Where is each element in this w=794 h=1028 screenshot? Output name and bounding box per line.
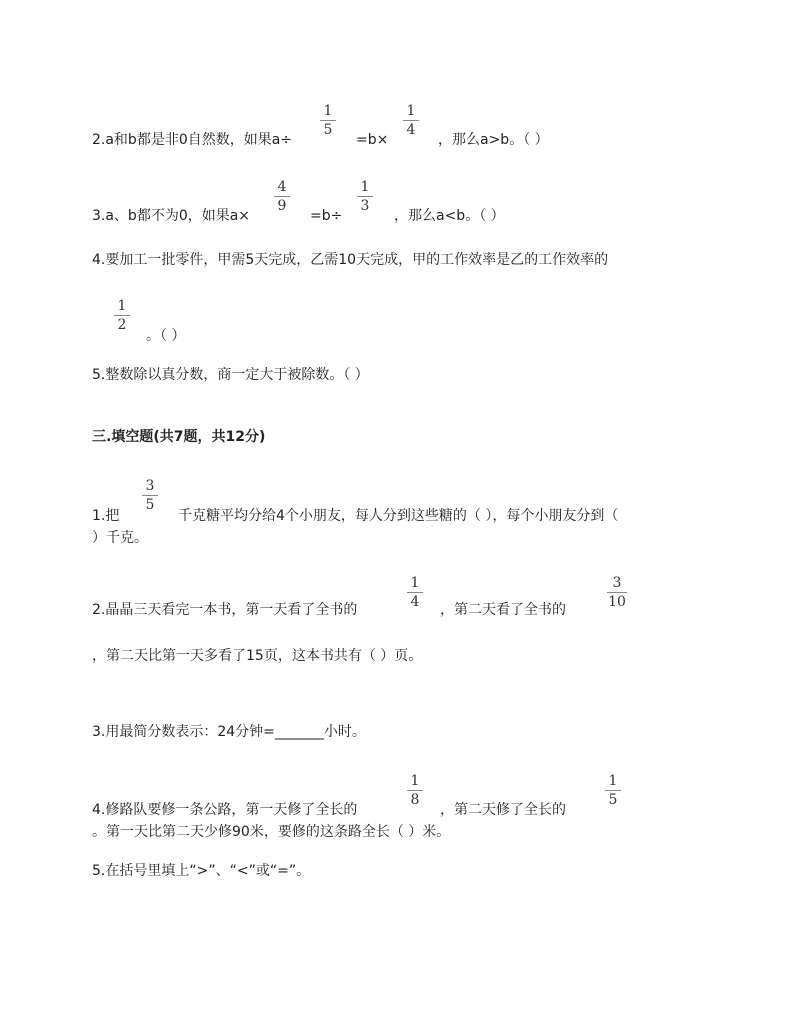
f1-fraction-denominator: 5: [145, 497, 155, 513]
f2-text-line2: ，第二天比第一天多看了15页，这本书共有（ ）页。: [92, 648, 423, 664]
fraction-bar: [320, 120, 336, 121]
q3-fraction-2-denominator: 3: [360, 198, 370, 214]
section-heading: 三.填空题(共7题，共12分): [92, 429, 266, 445]
q2-fraction-1-denominator: 5: [323, 122, 333, 138]
q3-fraction-1-numerator: 4: [277, 179, 287, 195]
q3-fraction-1-denominator: 9: [277, 198, 287, 214]
q2-text-part3: ，那么a>b。（ ）: [438, 132, 549, 148]
q3-fraction-1: [271, 179, 293, 214]
f2-text-part2: ，第二天看了全书的: [440, 602, 566, 618]
fraction-bar: [142, 495, 158, 496]
q4-fraction-numerator: 1: [117, 298, 127, 314]
f4-text-line2: 。第一天比第二天少修90米，要修的这条路全长（ ）米。: [92, 824, 451, 840]
fraction-bar: [114, 315, 130, 316]
f3-text: 3.用最简分数表示：24分钟=_______小时。: [92, 724, 366, 740]
q2-fraction-1: [317, 103, 339, 138]
fraction-bar: [407, 592, 423, 593]
q3-text-part3: ，那么a<b。（ ）: [394, 208, 505, 224]
fraction-bar: [407, 790, 423, 791]
f4-text-part1: 4.修路队要修一条公路，第一天修了全长的: [92, 802, 358, 818]
fraction-bar: [274, 196, 290, 197]
f2-fraction-1-denominator: 4: [410, 594, 420, 610]
f4-fraction-1-numerator: 1: [410, 773, 420, 789]
f2-fraction-1-numerator: 1: [410, 575, 420, 591]
fraction-bar: [605, 790, 621, 791]
f4-fraction-1: [404, 773, 426, 808]
f4-fraction-2-denominator: 5: [608, 792, 618, 808]
f2-fraction-1: [404, 575, 426, 610]
f2-fraction-2: [604, 575, 630, 610]
q2-fraction-2-numerator: 1: [406, 103, 416, 119]
f2-fraction-2-denominator: 10: [608, 594, 626, 610]
q4-fraction: [111, 298, 133, 333]
f1-text-part1: 1.把: [92, 508, 120, 524]
f4-fraction-2-numerator: 1: [608, 773, 618, 789]
q2-text-part1: 2.a和b都是非0自然数，如果a÷: [92, 132, 293, 148]
f4-fraction-1-denominator: 8: [410, 792, 420, 808]
q5-text: 5.整数除以真分数，商一定大于被除数。（ ）: [92, 367, 369, 383]
fraction-bar: [403, 120, 419, 121]
q2-fraction-2-denominator: 4: [406, 122, 416, 138]
q4-text-tail: 。（ ）: [146, 328, 186, 344]
f1-text-line2: ）千克。: [92, 530, 148, 546]
f1-fraction: [139, 478, 161, 513]
fraction-bar: [357, 196, 373, 197]
q2-text-part2: =b×: [356, 132, 389, 148]
q3-fraction-2-numerator: 1: [360, 179, 370, 195]
f4-text-part2: ，第二天修了全长的: [440, 802, 566, 818]
f1-fraction-numerator: 3: [145, 478, 155, 494]
q2-fraction-1-numerator: 1: [323, 103, 333, 119]
q2-fraction-2: [400, 103, 422, 138]
q3-text-part1: 3.a、b都不为0，如果a×: [92, 208, 251, 224]
q3-text-part2: =b÷: [310, 208, 343, 224]
q3-fraction-2: [354, 179, 376, 214]
f2-fraction-2-numerator: 3: [612, 575, 622, 591]
fraction-bar: [607, 592, 627, 593]
f2-text-part1: 2.晶晶三天看完一本书，第一天看了全书的: [92, 602, 358, 618]
q4-fraction-denominator: 2: [117, 317, 127, 333]
q4-text-line1: 4.要加工一批零件，甲需5天完成，乙需10天完成，甲的工作效率是乙的工作效率的: [92, 252, 609, 268]
f1-text-part2: 千克糖平均分给4个小朋友，每人分到这些糖的（ ），每个小朋友分到（: [178, 508, 619, 524]
f4-fraction-2: [602, 773, 624, 808]
f5-text: 5.在括号里填上“>”、“<”或“=”。: [92, 863, 311, 879]
